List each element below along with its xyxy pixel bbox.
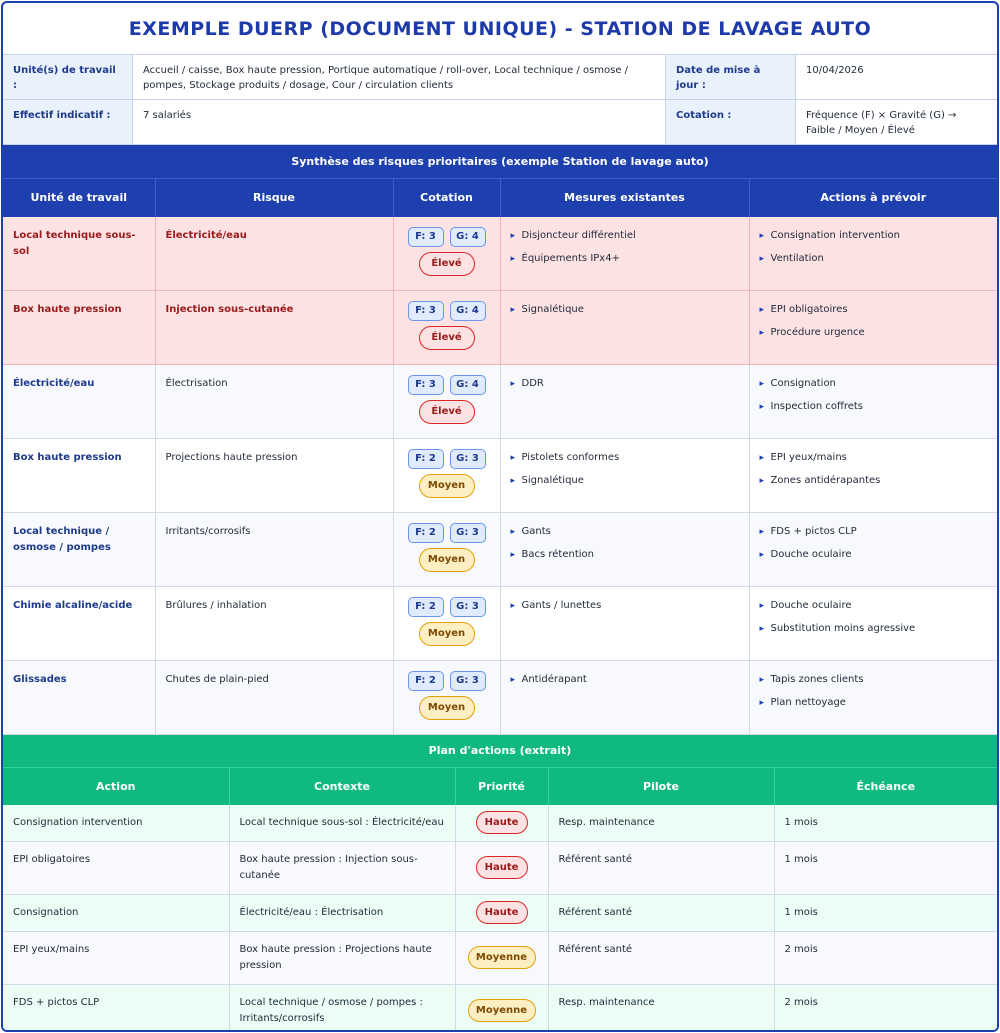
action-plan-table (3, 767, 997, 1032)
action-item: ▸ Consignation intervention (760, 228, 988, 244)
risk-cell: Électricité/eau (155, 217, 393, 291)
actions-cell (749, 661, 997, 735)
date-label: Date de mise à jour : (666, 55, 796, 100)
action-plan-title: Plan d'actions (extrait) (3, 735, 997, 767)
actions-cell (749, 439, 997, 513)
plan-row (3, 894, 997, 931)
rating-cell (393, 439, 500, 513)
priority-cell (455, 931, 548, 984)
rating-label: Cotation : (666, 100, 796, 144)
measures-cell (500, 587, 749, 661)
action-item: ▸ FDS + pictos CLP (760, 524, 988, 540)
measure-item: ▸ Signalétique (511, 473, 739, 489)
frequency-chip: F: 2 (408, 671, 444, 691)
due-cell: 1 mois (774, 841, 997, 894)
unit-cell: Électricité/eau (3, 365, 155, 439)
context-cell: Box haute pression : Injection sous-cutanée (229, 841, 455, 894)
risks-table (3, 178, 997, 735)
measure-item: ▸ DDR (511, 376, 739, 392)
info-grid (3, 55, 997, 145)
risk-cell: Projections haute pression (155, 439, 393, 513)
unit-cell: Local technique sous-sol (3, 217, 155, 291)
priority-badge: Haute (476, 811, 528, 834)
unit-cell: Box haute pression (3, 439, 155, 513)
severity-chip: G: 3 (450, 597, 486, 617)
rating-cell (393, 587, 500, 661)
action-cell: FDS + pictos CLP (3, 984, 229, 1032)
risks-section-title: Synthèse des risques prioritaires (exemple Station de lavage auto) (3, 145, 997, 178)
unit-cell: Chimie alcaline/acide (3, 587, 155, 661)
action-cell: EPI obligatoires (3, 841, 229, 894)
action-item: ▸ Zones antidérapantes (760, 473, 988, 489)
measure-item: ▸ Disjoncteur différentiel (511, 228, 739, 244)
priority-badge: Moyenne (468, 999, 536, 1022)
unit-cell: Box haute pression (3, 291, 155, 365)
risk-row (3, 587, 997, 661)
action-item: ▸ Tapis zones clients (760, 672, 988, 688)
measure-item: ▸ Pistolets conformes (511, 450, 739, 466)
priority-badge: Haute (476, 856, 528, 879)
risk-level-badge: Moyen (419, 696, 475, 720)
staff-label: Effectif indicatif : (3, 100, 133, 144)
due-cell: 2 mois (774, 931, 997, 984)
column-header: Priorité (455, 768, 548, 805)
action-item: ▸ Douche oculaire (760, 547, 988, 563)
pilot-cell: Référent santé (548, 841, 774, 894)
frequency-chip: F: 2 (408, 523, 444, 543)
action-item: ▸ EPI yeux/mains (760, 450, 988, 466)
risk-cell: Électrisation (155, 365, 393, 439)
action-item: ▸ Ventilation (760, 251, 988, 267)
risk-row (3, 513, 997, 587)
actions-cell (749, 513, 997, 587)
risk-row (3, 291, 997, 365)
severity-chip: G: 4 (450, 301, 486, 321)
action-item: ▸ EPI obligatoires (760, 302, 988, 318)
rating-cell (393, 365, 500, 439)
column-header: Contexte (229, 768, 455, 805)
frequency-chip: F: 3 (408, 301, 444, 321)
staff-value: 7 salariés (133, 100, 666, 144)
severity-chip: G: 4 (450, 375, 486, 395)
risk-row (3, 365, 997, 439)
action-item: ▸ Substitution moins agressive (760, 621, 988, 637)
risk-level-badge: Élevé (419, 326, 475, 350)
priority-cell (455, 894, 548, 931)
measure-item: ▸ Gants (511, 524, 739, 540)
pilot-cell: Référent santé (548, 894, 774, 931)
context-cell: Local technique / osmose / pompes : Irritants/corrosifs (229, 984, 455, 1032)
frequency-chip: F: 3 (408, 227, 444, 247)
column-header: Unité de travail (3, 179, 155, 217)
column-header: Action (3, 768, 229, 805)
measures-cell (500, 291, 749, 365)
measure-item: ▸ Équipements IPx4+ (511, 251, 739, 267)
actions-cell (749, 587, 997, 661)
risk-level-badge: Élevé (419, 252, 475, 276)
risk-cell: Chutes de plain-pied (155, 661, 393, 735)
due-cell: 1 mois (774, 805, 997, 842)
risk-level-badge: Moyen (419, 622, 475, 646)
actions-cell (749, 217, 997, 291)
frequency-chip: F: 2 (408, 597, 444, 617)
actions-cell (749, 291, 997, 365)
risk-row (3, 661, 997, 735)
column-header: Risque (155, 179, 393, 217)
priority-cell (455, 841, 548, 894)
rating-cell (393, 513, 500, 587)
priority-cell (455, 805, 548, 842)
rating-cell (393, 661, 500, 735)
pilot-cell: Référent santé (548, 931, 774, 984)
measures-cell (500, 217, 749, 291)
frequency-chip: F: 3 (408, 375, 444, 395)
duerp-document (1, 1, 999, 1032)
units-label: Unité(s) de travail : (3, 55, 133, 100)
risk-row (3, 439, 997, 513)
page-title: EXEMPLE DUERP (DOCUMENT UNIQUE) - STATION DE LAVAGE AUTO (3, 3, 997, 55)
plan-row (3, 805, 997, 842)
priority-cell (455, 984, 548, 1032)
action-cell: Consignation (3, 894, 229, 931)
action-cell: EPI yeux/mains (3, 931, 229, 984)
risks-header-row (3, 179, 997, 217)
measures-cell (500, 513, 749, 587)
measure-item: ▸ Gants / lunettes (511, 598, 739, 614)
context-cell: Box haute pression : Projections haute pression (229, 931, 455, 984)
plan-row (3, 984, 997, 1032)
measures-cell (500, 661, 749, 735)
measures-cell (500, 439, 749, 513)
risk-cell: Brûlures / inhalation (155, 587, 393, 661)
due-cell: 1 mois (774, 894, 997, 931)
severity-chip: G: 3 (450, 449, 486, 469)
date-value: 10/04/2026 (796, 55, 997, 100)
severity-chip: G: 3 (450, 523, 486, 543)
frequency-chip: F: 2 (408, 449, 444, 469)
severity-chip: G: 4 (450, 227, 486, 247)
unit-cell: Local technique / osmose / pompes (3, 513, 155, 587)
risk-cell: Irritants/corrosifs (155, 513, 393, 587)
rating-cell (393, 291, 500, 365)
rating-cell (393, 217, 500, 291)
units-value: Accueil / caisse, Box haute pression, Portique automatique / roll-over, Local technique / osmose / pompes, Stockage produits / dosage, Cour / circulation clients (133, 55, 666, 100)
risk-cell: Injection sous-cutanée (155, 291, 393, 365)
action-cell: Consignation intervention (3, 805, 229, 842)
plan-header-row (3, 768, 997, 805)
plan-row (3, 841, 997, 894)
risk-level-badge: Moyen (419, 548, 475, 572)
action-item: ▸ Consignation (760, 376, 988, 392)
severity-chip: G: 3 (450, 671, 486, 691)
measures-cell (500, 365, 749, 439)
column-header: Échéance (774, 768, 997, 805)
due-cell: 2 mois (774, 984, 997, 1032)
actions-cell (749, 365, 997, 439)
action-item: ▸ Plan nettoyage (760, 695, 988, 711)
column-header: Pilote (548, 768, 774, 805)
unit-cell: Glissades (3, 661, 155, 735)
context-cell: Local technique sous-sol : Électricité/eau (229, 805, 455, 842)
priority-badge: Haute (476, 901, 528, 924)
measure-item: ▸ Signalétique (511, 302, 739, 318)
measure-item: ▸ Bacs rétention (511, 547, 739, 563)
risk-row (3, 217, 997, 291)
action-item: ▸ Inspection coffrets (760, 399, 988, 415)
column-header: Actions à prévoir (749, 179, 997, 217)
priority-badge: Moyenne (468, 946, 536, 969)
column-header: Cotation (393, 179, 500, 217)
pilot-cell: Resp. maintenance (548, 984, 774, 1032)
plan-row (3, 931, 997, 984)
measure-item: ▸ Antidérapant (511, 672, 739, 688)
pilot-cell: Resp. maintenance (548, 805, 774, 842)
risk-level-badge: Moyen (419, 474, 475, 498)
context-cell: Électricité/eau : Électrisation (229, 894, 455, 931)
rating-value: Fréquence (F) × Gravité (G) → Faible / Moyen / Élevé (806, 110, 957, 136)
column-header: Mesures existantes (500, 179, 749, 217)
action-item: ▸ Douche oculaire (760, 598, 988, 614)
risk-level-badge: Élevé (419, 400, 475, 424)
action-item: ▸ Procédure urgence (760, 325, 988, 341)
